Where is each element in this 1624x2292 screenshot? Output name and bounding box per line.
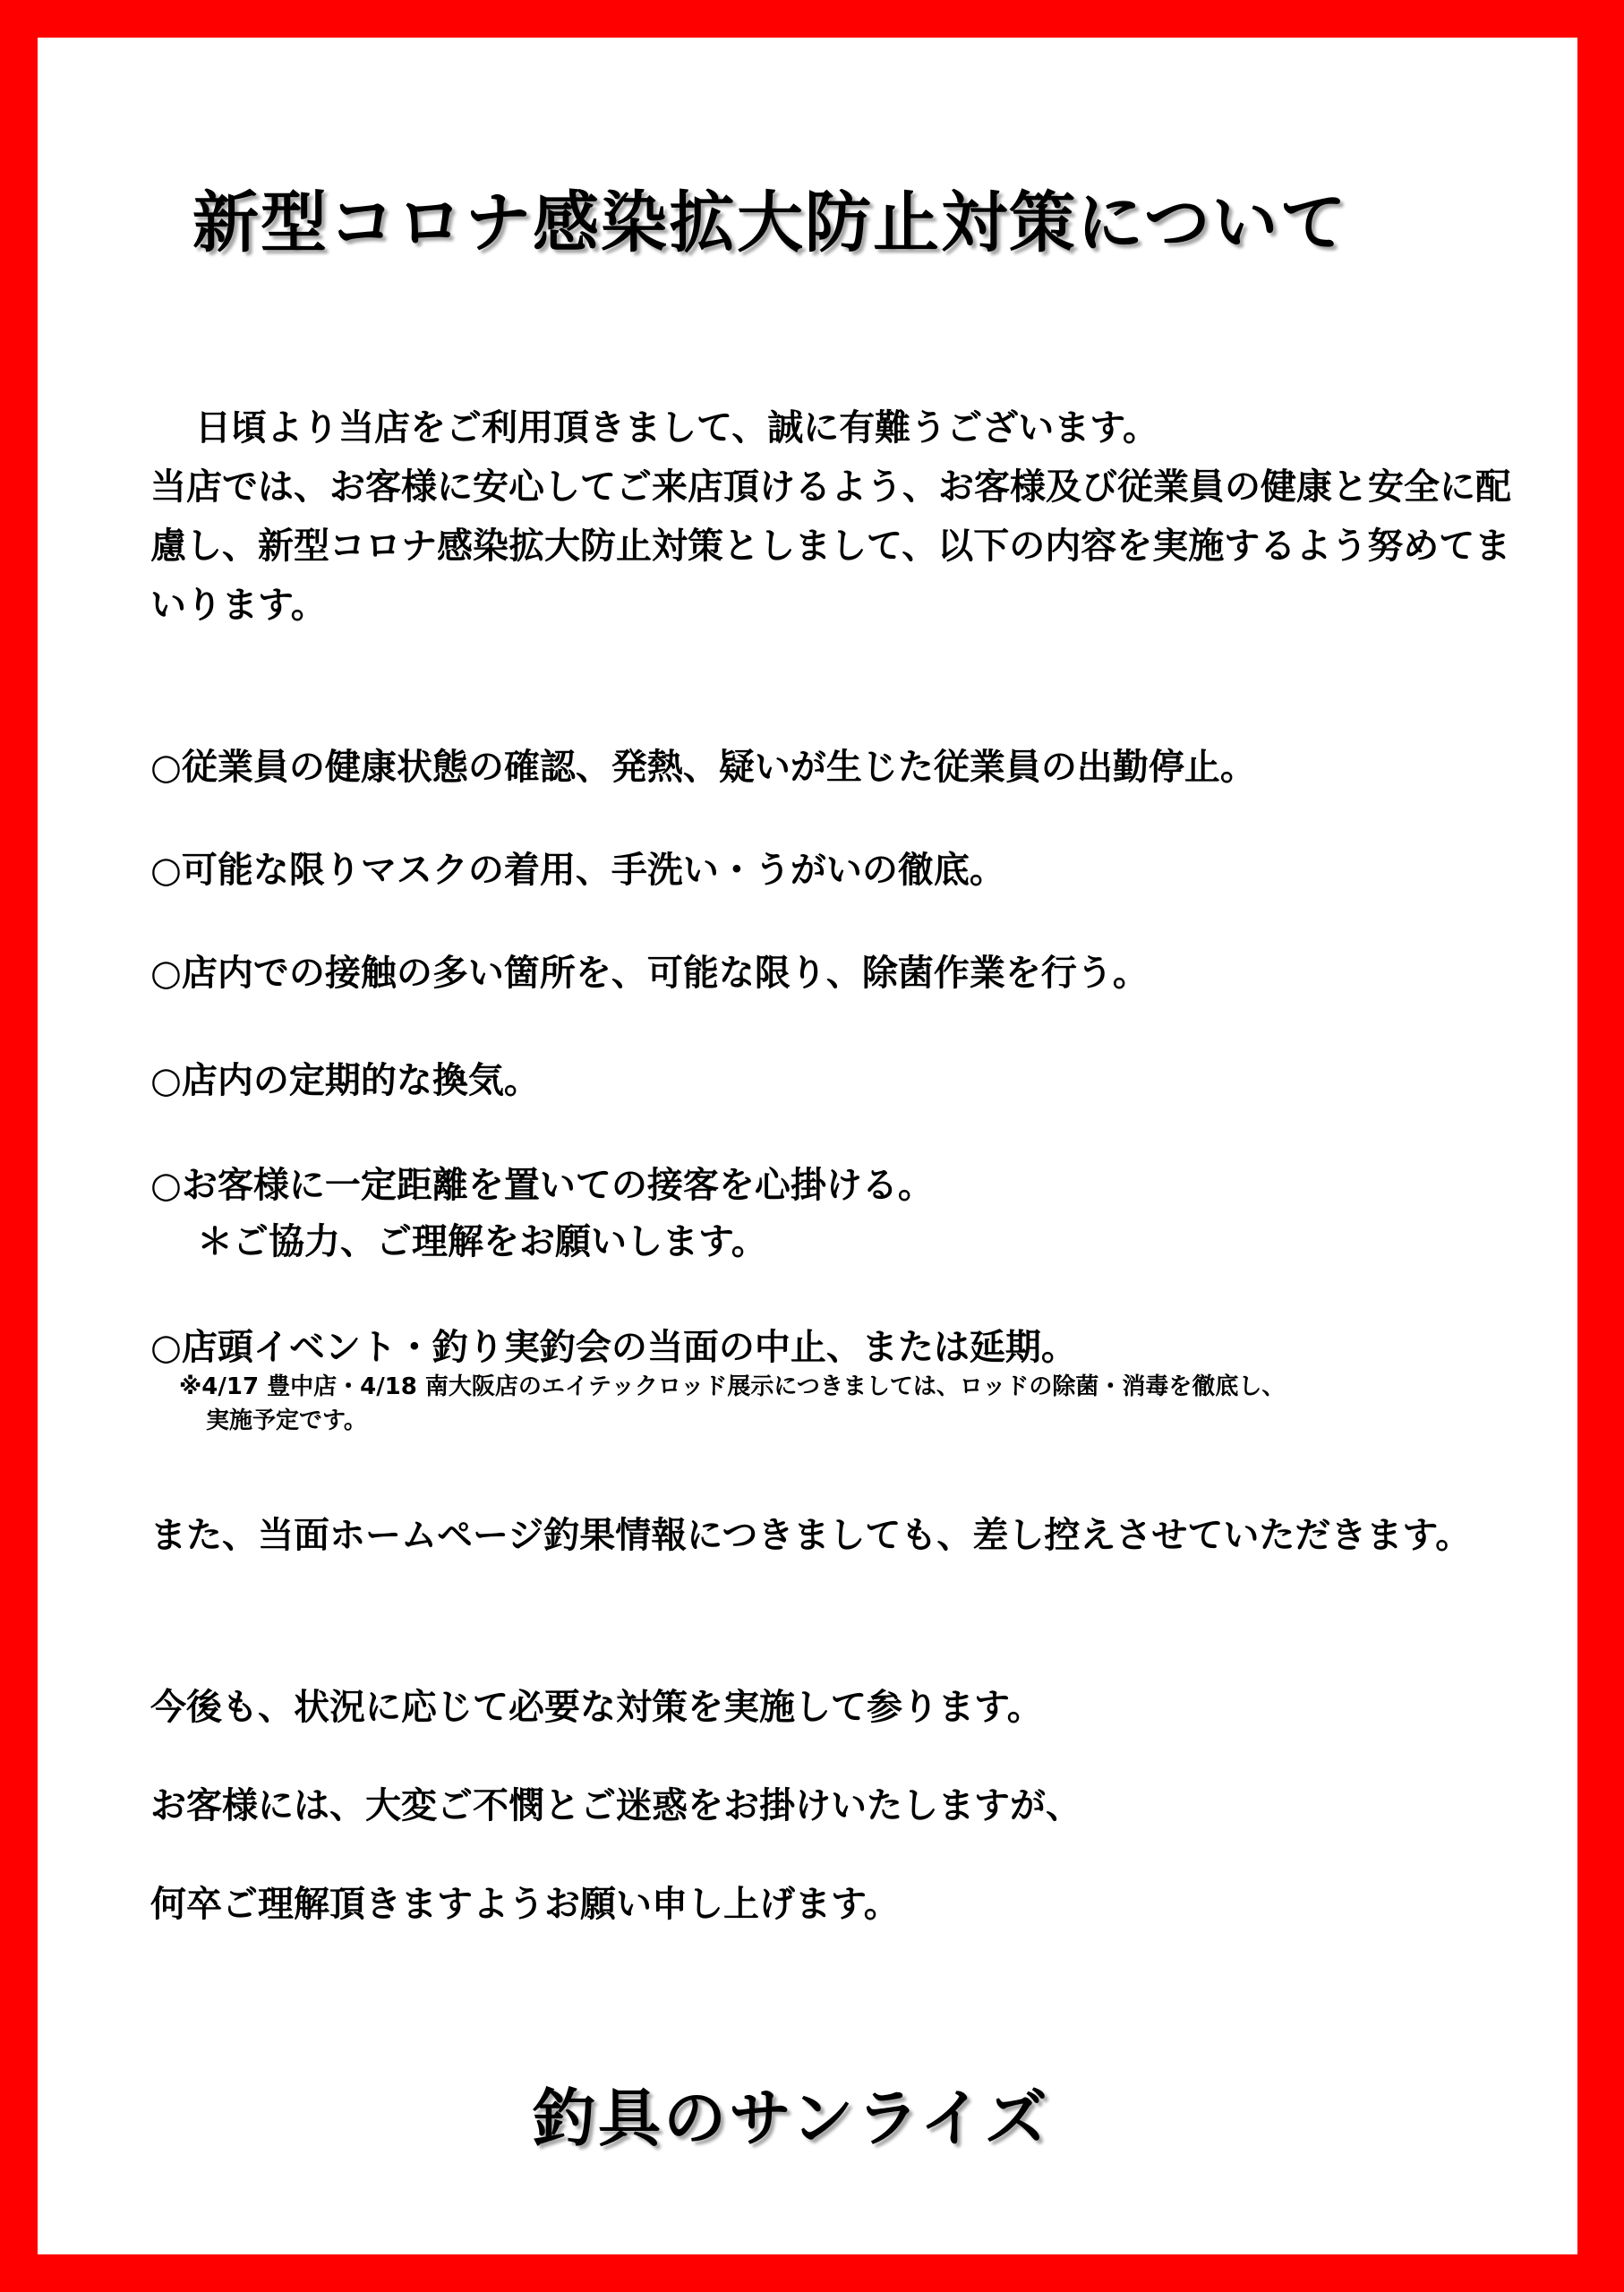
store-signature: 釣具のサンライズ (533, 2082, 1050, 2155)
note-line-2: 実施予定です。 (206, 1407, 367, 1434)
closing-line-1: 今後も、状況に応じて必要な対策を実施して参ります。 (150, 1687, 1043, 1728)
measure-item-6-note (179, 1370, 1285, 1438)
page-title: 新型コロナ感染拡大防止対策について (192, 184, 1348, 261)
intro-line-2: 当店では、お客様に安心してご来店頂けるよう、お客様及び従業員の健康と安全に配慮し、新型コロナ感染拡大防止対策としまして、以下の内容を実施するよう努めてまいります。 (150, 466, 1511, 626)
measure-item-6: ○店頭イベント・釣り実釣会の当面の中止、または延期。 (150, 1327, 1077, 1368)
measure-item-5: ○お客様に一定距離を置いての接客を心掛ける。 (150, 1165, 934, 1206)
measure-item-2: ○可能な限りマスクの着用、手洗い・うがいの徹底。 (150, 850, 1005, 891)
homepage-notice: また、当面ホームページ釣果情報につきましても、差し控えさせていただきます。 (150, 1515, 1472, 1556)
measure-item-5-sub: ＊ご協力、ご理解をお願いします。 (197, 1221, 767, 1262)
closing-line-3: 何卒ご理解頂きますようお願い申し上げます。 (150, 1884, 900, 1925)
closing-line-2: お客様には、大変ご不憫とご迷惑をお掛けいたしますが、 (150, 1785, 1081, 1826)
intro-paragraph (150, 398, 1511, 635)
measure-item-1: ○従業員の健康状態の確認、発熱、疑いが生じた従業員の出勤停止。 (150, 747, 1256, 788)
measure-item-3: ○店内での接触の多い箇所を、可能な限り、除菌作業を行う。 (150, 953, 1149, 994)
intro-line-1: 日頃より当店をご利用頂きまして、誠に有難うございます。 (195, 407, 1158, 449)
measure-item-4: ○店内の定期的な換気。 (150, 1060, 540, 1101)
note-line-1: ※4/17 豊中店・4/18 南大阪店のエイテックロッド展示につきましては、ロッドの除菌・消毒を徹底し、 (179, 1373, 1286, 1400)
